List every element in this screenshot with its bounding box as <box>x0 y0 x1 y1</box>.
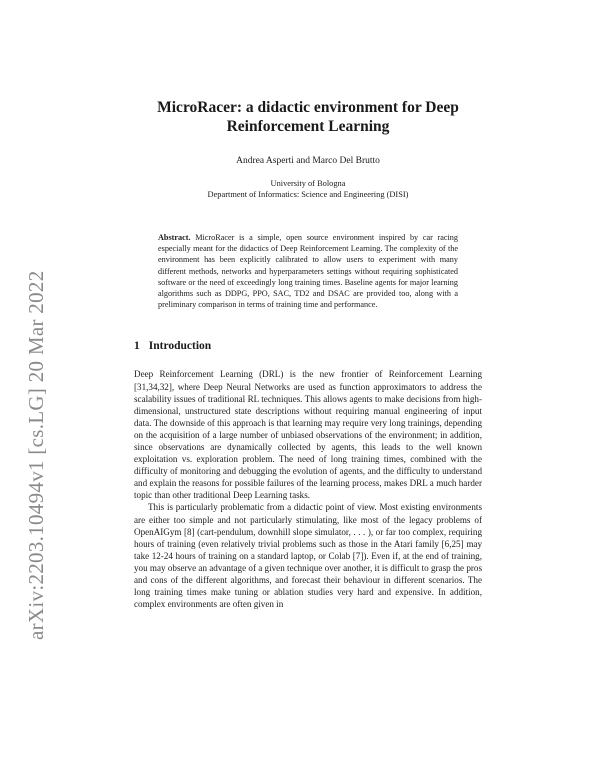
paragraph-1: Deep Reinforcement Learning (DRL) is the new frontier of Reinforcement Learning [31,34,32], where Deep Neural Networks are used as function approximators to address the scalability issues of traditional RL techniques. This allows agents to make decisions from high-dimensional, unstructured state descriptions without requiring manual engineering of input data. The downside of this approach is that learning may require very long trainings, depending on the acquisition of a large number of unbiased observations of the environment; in addition, since observations are dynamically collected by agents, this leads to the well known exploitation vs. exploration problem. The need of long training times, combined with the difficulty of monitoring and debugging the evolution of agents, and the difficulty to understand and explain the reasons for possible failures of the learning process, makes DRL a much harder topic than other traditional Deep Learning tasks. <box>134 369 482 501</box>
section-heading <box>134 340 482 352</box>
paragraph-2: This is particularly problematic from a didactic point of view. Most existing environments are either too simple and not particularly stimulating, like most of the legacy problems of OpenAIGym [8] (cart-pendulum, downhill slope simulator, . . . ), or far too complex, requiring hours of training (even relatively trivial problems such as those in the Atari family [6,25] may take 12-24 hours of training on a standard laptop, or Colab [7]). Even if, at the end of training, you may observe an advantage of a given technique over another, it is difficult to grasp the pros and cons of the different algorithms, and forecast their behaviour in different scenarios. The long training times make tuning or ablation studies very hard and expensive. In addition, complex environments are often given in <box>134 502 482 610</box>
authors: Andrea Asperti and Marco Del Brutto <box>236 156 380 166</box>
affiliation-department: Department of Informatics: Science and Engineering (DISI) <box>207 190 409 199</box>
section-title: Introduction <box>148 340 212 353</box>
paper-title: MicroRacer: a didactic environment for Deep Reinforcement Learning <box>157 99 459 135</box>
arxiv-stamp: arXiv:2203.10494v1 [cs.LG] 20 Mar 2022 <box>24 270 48 640</box>
abstract <box>158 232 458 310</box>
abstract-label: Abstract. <box>158 233 191 242</box>
affiliation-university: University of Bologna <box>270 179 346 188</box>
paper-page <box>134 98 482 610</box>
section-number: 1 <box>134 340 140 353</box>
abstract-text: MicroRacer is a simple, open source environment inspired by car racing especially meant for the didactics of Deep Reinforcement Learning. The complexity of the environment has been explicitly calibrated to allow users to experiment with many different methods, networks and hyperparameters settings without requiring sophisticated software or the need of exceedingly long training times. Baseline agents for major learning algorithms such as DDPG, PPO, SAC, TD2 and DSAC are provided too, along with a preliminary comparison in terms of training time and performance. <box>158 233 458 310</box>
